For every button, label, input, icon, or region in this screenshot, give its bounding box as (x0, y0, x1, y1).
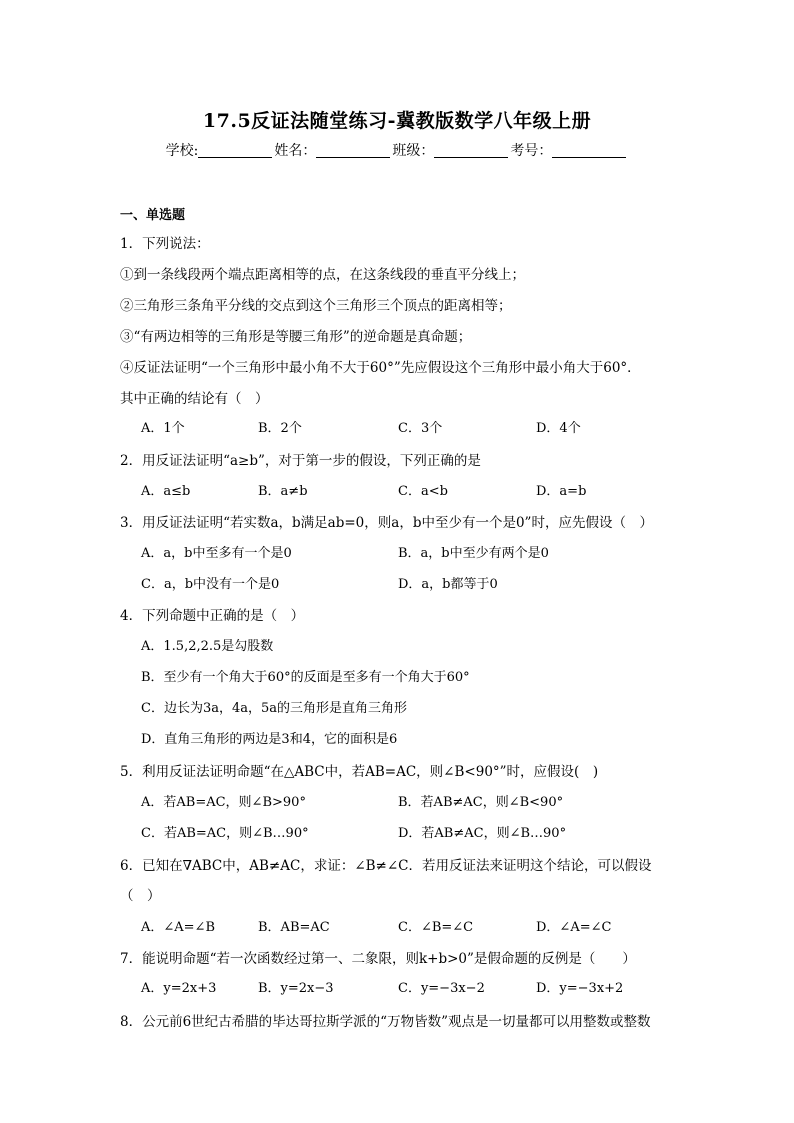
question-4-option-c[interactable]: C．边长为3a，4a，5a的三角形是直角三角形 (141, 701, 408, 716)
question-4-stem: 4．下列命题中正确的是（ ） (120, 608, 305, 624)
student-info-line (0, 140, 794, 160)
question-5-option-c[interactable]: C．若AB=AC，则∠B…90° (141, 826, 309, 841)
school-blank[interactable] (198, 143, 272, 158)
question-6-option-c[interactable]: C．∠B=∠C (398, 920, 474, 935)
question-7-stem: 7．能说明命题“若一次函数经过第一、二象限，则k+b>0”是假命题的反例是（ ） (120, 951, 636, 967)
question-3-option-d[interactable]: D．a，b都等于0 (398, 577, 498, 592)
question-1-statement-2: ②三角形三条角平分线的交点到这个三角形三个顶点的距离相等； (120, 298, 512, 314)
question-1-statement-3: ③“有两边相等的三角形是等腰三角形”的逆命题是真命题； (120, 329, 472, 345)
question-6-option-b[interactable]: B．AB=AC (258, 920, 330, 935)
question-2-option-b[interactable]: B．a≠b (258, 484, 308, 499)
class-blank[interactable] (434, 143, 508, 158)
question-4-option-b[interactable]: B．至少有一个角大于60°的反面是至多有一个角大于60° (141, 670, 470, 685)
question-3-option-a[interactable]: A．a，b中至多有一个是0 (141, 546, 292, 561)
school-label: 学校: (165, 143, 199, 159)
question-7-option-c[interactable]: C．y=−3x−2 (398, 981, 485, 996)
question-2-option-d[interactable]: D．a=b (536, 484, 587, 499)
question-6-stem: 6．已知在∇ABC中，AB≠AC，求证：∠B≠∠C．若用反证法来证明这个结论，可以假设 (120, 858, 652, 874)
question-1-option-b[interactable]: B．2个 (258, 421, 302, 436)
question-7-option-a[interactable]: A．y=2x+3 (141, 981, 217, 996)
question-6-option-a[interactable]: A．∠A=∠B (141, 920, 216, 935)
name-blank[interactable] (316, 143, 390, 158)
question-7-option-d[interactable]: D．y=−3x+2 (536, 981, 624, 996)
question-8-stem: 8．公元前6世纪古希腊的毕达哥拉斯学派的“万物皆数”观点是一切量都可以用整数或整数 (120, 1014, 651, 1030)
question-4-option-a[interactable]: A．1.5,2,2.5是勾股数 (141, 639, 274, 654)
question-1-statement-4: ④反证法证明“一个三角形中最小角不大于60°”先应假设这个三角形中最小角大于60°． (120, 360, 641, 376)
question-7-option-b[interactable]: B．y=2x−3 (258, 981, 334, 996)
question-6-stem-continued: （ ） (120, 888, 161, 904)
page-title: 17.5反证法随堂练习-冀教版数学八年级上册 (202, 110, 592, 132)
question-3-option-c[interactable]: C．a，b中没有一个是0 (141, 577, 280, 592)
exam-no-blank[interactable] (552, 143, 626, 158)
question-1-statement-1: ①到一条线段两个端点距离相等的点，在这条线段的垂直平分线上； (120, 267, 525, 283)
question-1-option-c[interactable]: C．3个 (398, 421, 443, 436)
question-6-option-d[interactable]: D．∠A=∠C (536, 920, 612, 935)
question-3-stem: 3．用反证法证明“若实数a，b满足ab=0，则a，b中至少有一个是0”时，应先假设（ ） (120, 515, 653, 531)
name-label: 姓名： (274, 143, 317, 159)
question-5-option-b[interactable]: B．若AB≠AC，则∠B<90° (398, 795, 564, 810)
section-heading: 一、单选题 (120, 208, 186, 223)
question-3-option-b[interactable]: B．a，b中至少有两个是0 (398, 546, 549, 561)
question-1-option-d[interactable]: D．4个 (536, 421, 581, 436)
question-1-ask: 其中正确的结论有（ ） (120, 391, 269, 407)
question-1-stem: 1．下列说法： (120, 236, 210, 252)
question-4-option-d[interactable]: D．直角三角形的两边是3和4，它的面积是6 (141, 732, 398, 747)
question-2-option-c[interactable]: C．a<b (398, 484, 448, 499)
question-5-stem: 5．利用反证法证明命题“在△ABC中，若AB=AC，则∠B<90°”时，应假设( ) (120, 764, 599, 780)
question-5-option-d[interactable]: D．若AB≠AC，则∠B…90° (398, 826, 567, 841)
exam-no-label: 考号： (510, 143, 553, 159)
class-label: 班级： (392, 143, 435, 159)
question-2-stem: 2．用反证法证明“a≥b”，对于第一步的假设，下列正确的是 (120, 453, 481, 469)
question-5-option-a[interactable]: A．若AB=AC，则∠B>90° (141, 795, 306, 810)
question-2-option-a[interactable]: A．a≤b (141, 484, 191, 499)
question-1-option-a[interactable]: A．1个 (141, 421, 185, 436)
